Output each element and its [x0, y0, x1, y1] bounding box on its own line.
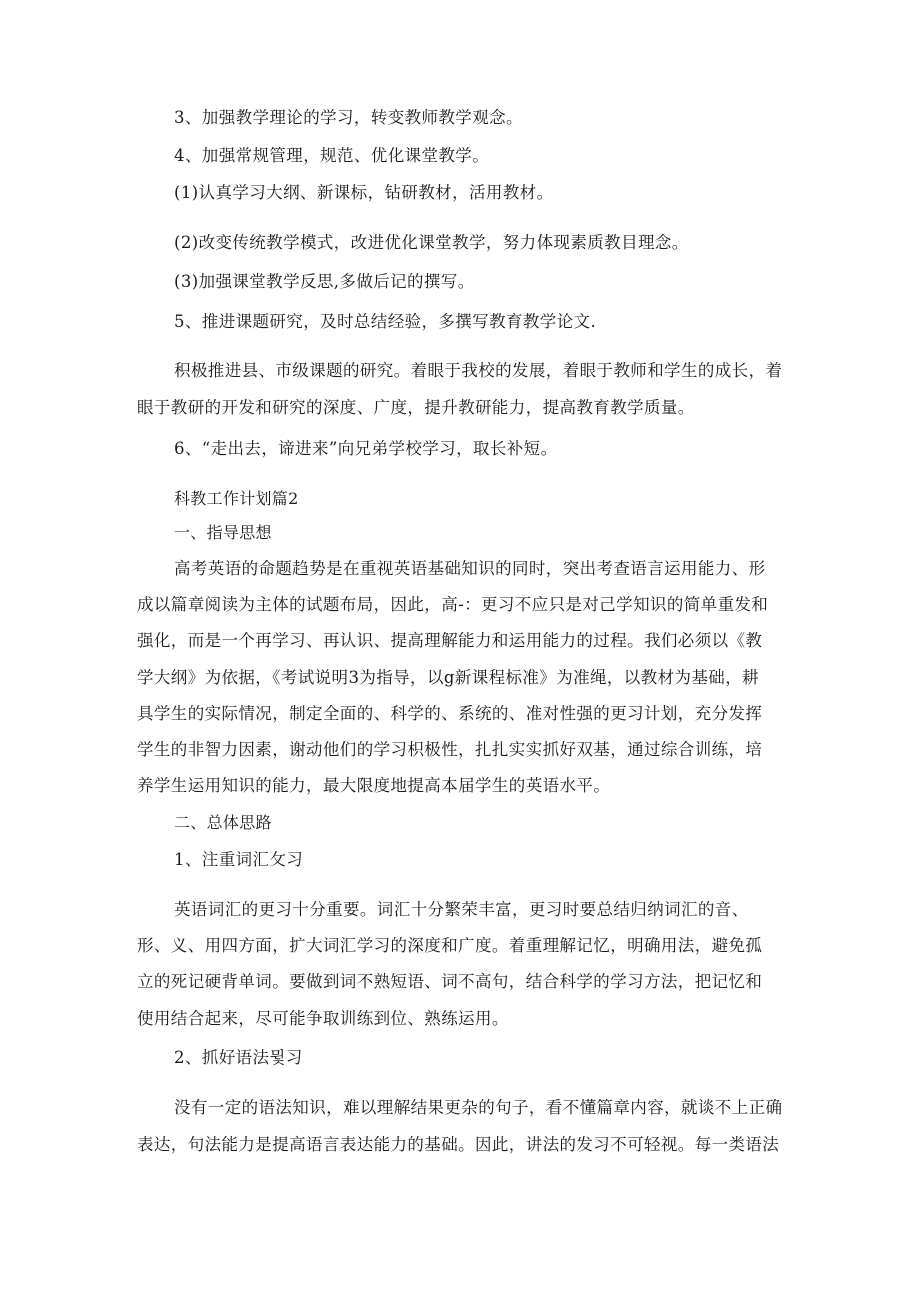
paragraph-grammar-line-1: 没有一定的语法知识，难以理解结果更杂的句子，看不懂篇章内容，就谈不上正确: [174, 1098, 783, 1117]
heading-overall-approach: 二、总体思路: [174, 813, 272, 832]
heading-guiding-thought: 一、指导思想: [174, 523, 272, 542]
paragraph-guide-line-4: 学大纲》为依据，《考试说明3为指导，以g新课程标准》为准绳，以教材为基础，耕: [137, 668, 760, 687]
paragraph-item-6: 6、“走出去，谛进来”向兄弟学校学习，取长补短。: [174, 439, 558, 458]
paragraph-item-4: 4、加强常规管理，规范、优化课堂教学。: [174, 146, 490, 165]
section-title: 科教工作计划篇2: [174, 489, 299, 508]
paragraph-subitem-2: (2)改变传统教学模式，改进优化课堂教学，努力体现素质教目理念。: [174, 233, 689, 252]
paragraph-research-line-2: 眼于教研的开发和研究的深度、广度，提升教研能力，提高教育教学质量。: [137, 398, 695, 417]
paragraph-guide-line-2: 成以篇章阅读为主体的试题布局，因此，高-：更习不应只是对己学知识的简单重发和: [137, 595, 769, 614]
paragraph-vocab-line-1: 英语词汇的更习十分重要。词汇十分繁荣丰富，更习时要总结归纳词汇的音、: [174, 900, 749, 919]
heading-vocabulary-review: 1、注重词汇攵习: [174, 850, 304, 869]
paragraph-guide-line-5: 具学生的实际情况，制定全面的、科学的、系统的、准对性强的更习计划，充分发挥: [137, 704, 763, 723]
paragraph-vocab-line-2: 形、义、用四方面，扩大词汇学习的深度和广度。着重理解记忆，明确用法，避免孤: [137, 936, 763, 955]
heading-grammar-review: 2、抓好语法뮟习: [174, 1048, 303, 1067]
paragraph-subitem-1: (1)认真学习大纲、新课标，钻研教材，活用教材。: [174, 183, 554, 202]
paragraph-vocab-line-4: 使用结合起来，尽可能争取训练到位、熟练运用。: [137, 1009, 509, 1028]
paragraph-guide-line-6: 学生的非智力因素，谢动他们的学习枳极性，扎扎实实抓好双基，通过综合训练，培: [137, 740, 763, 759]
paragraph-item-5: 5、推进课题研究，及时总结经验，多撰写教育教学论文.: [174, 312, 597, 331]
paragraph-research-line-1: 积极推进县、市级课题的研究。着眼于我校的发展，着眼于教师和学生的成长，着: [174, 361, 783, 380]
paragraph-guide-line-7: 养学生运用知识的能力，最大限度地提高本届学生的英语水平。: [137, 776, 611, 795]
paragraph-subitem-3: (3)加强课堂教学反思,多做后记的撰写。: [174, 272, 475, 291]
paragraph-guide-line-1: 高考英语的命题趋势是在重视英语基础知识的同时，突出考查语言运用能力、形: [174, 559, 766, 578]
paragraph-item-3: 3、加强教学理论的学习，转变教师教学观念。: [174, 108, 523, 127]
paragraph-vocab-line-3: 立的死记硬背单词。要做到词不熟短语、词不高句，结合科学的学习方法，把记忆和: [137, 972, 763, 991]
paragraph-guide-line-3: 强化，而是一个再学习、再认识、提高理解能力和运用能力的过程。我们必须以《教: [137, 631, 763, 650]
paragraph-grammar-line-2: 表达，句法能力是提高语言表达能力的基础。因此，讲法的发习不可轻视。每一类语法: [137, 1135, 780, 1154]
